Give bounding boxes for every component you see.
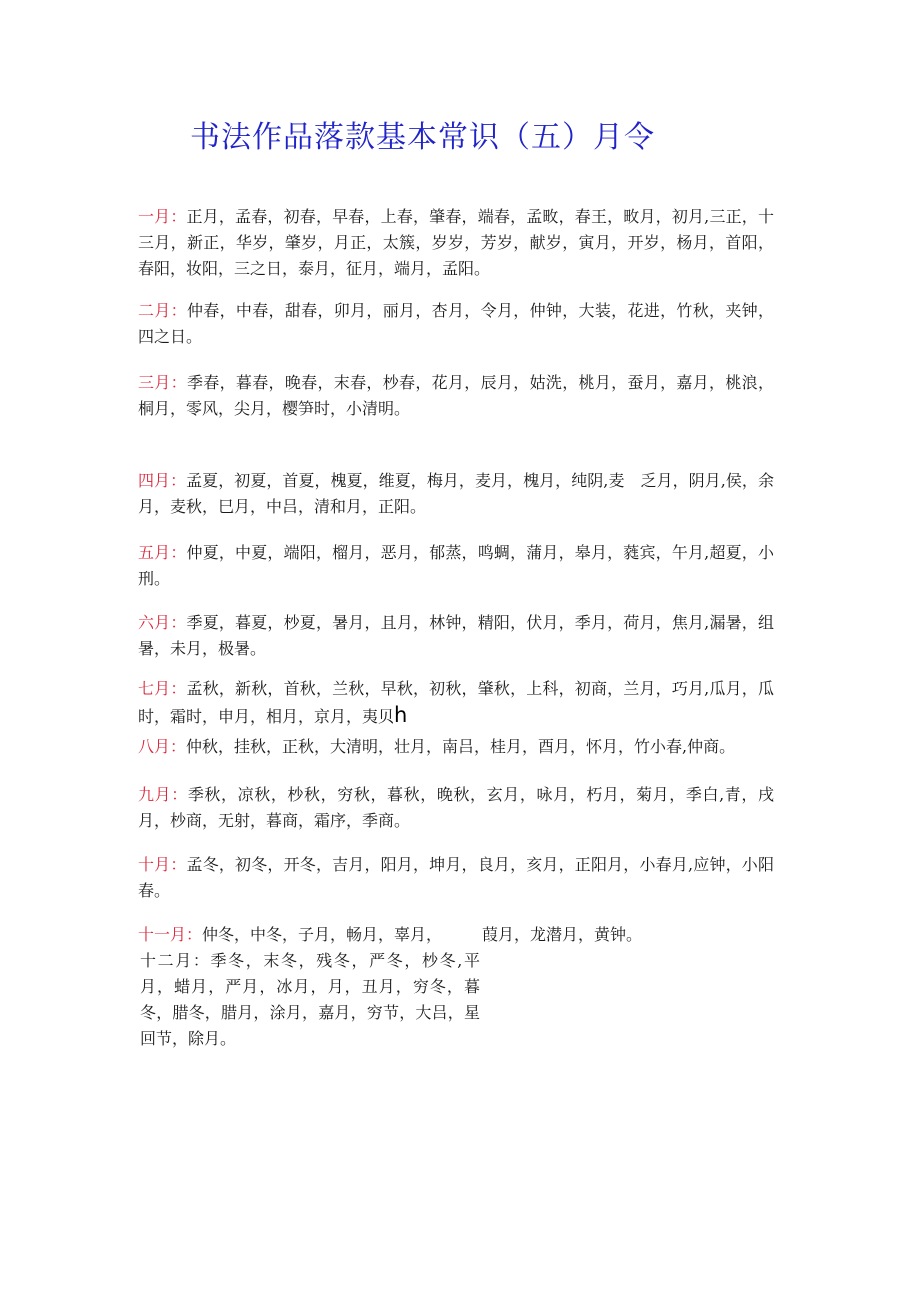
- month-label: 一月：: [138, 207, 187, 226]
- month-label: 七月：: [138, 679, 187, 698]
- month-label: 六月：: [138, 613, 187, 632]
- month-entry-4: [138, 468, 774, 520]
- month-entry-12: [140, 948, 480, 1052]
- month-names: 季冬，末冬，残冬，严冬，杪冬,平月，蜡月，严月，冰月，月，丑月，穷冬，暮冬，腊冬，腊月，涂月，嘉月，穷节，大吕，星回节，除月。: [140, 951, 480, 1048]
- month-names: 仲秋，挂秋，正秋，大清明，壮月，南吕，桂月，酉月，怀月，竹小春,仲商。: [186, 737, 736, 756]
- month-names: 季春，暮春，晚春，末春，杪春，花月，辰月，姑洗，桃月，蚕月，嘉月，桃浪，桐月，零风，尖月，樱笋时，小清明。: [138, 373, 774, 418]
- month-label: 二月：: [138, 301, 187, 320]
- month-entry-3: [138, 370, 774, 422]
- month-label: 十二月：: [140, 951, 211, 970]
- month-names: 正月，孟春，初春，早春，上春，肇春，端春，孟畋，春王，畋月，初月,三正，十三月，新正，华岁，肇岁，月正，太簇，岁岁，芳岁，献岁，寅月，开岁，杨月，首阳，春阳，妆阳，三之日，泰月，征月，端月，孟阳。: [138, 207, 774, 278]
- month-names: 孟冬，初冬，开冬，吉月，阳月，坤月，良月，亥月，正阳月，小春月,应钟，小阳春。: [138, 855, 774, 900]
- month-names: 季秋，凉秋，杪秋，穷秋，暮秋，晚秋，玄月，咏月，朽月，菊月，季白,青，戌月，杪商，无射，暮商，霜序，季商。: [138, 785, 774, 830]
- month-entry-7: [138, 676, 774, 730]
- page-title: 书法作品落款基本常识（五）月令: [190, 120, 655, 155]
- month-entry-10: [138, 852, 774, 904]
- month-entry-5: [138, 540, 774, 592]
- month-entry-6: [138, 610, 774, 662]
- month-names: 季夏，暮夏，杪夏，暑月，且月，林钟，精阳，伏月，季月，荷月，焦月,漏暑，组暑，未月，极暑。: [138, 613, 774, 658]
- month-names: 仲夏，中夏，端阳，榴月，恶月，郁蒸，鸣蜩，蒲月，皋月，蕤宾，午月,超夏，小刑。: [138, 543, 774, 588]
- month-label: 九月：: [138, 785, 188, 804]
- month-label: 十月：: [138, 855, 187, 874]
- month-entry-1: [138, 204, 774, 282]
- month-label: 四月：: [138, 471, 187, 490]
- month-names: 仲春，中春，甜春，卯月，丽月，杏月，令月，仲钟，大装，花进，竹秋，夹钟，四之日。: [138, 301, 774, 346]
- month-label: 三月：: [138, 373, 187, 392]
- month-entry-9: [138, 782, 774, 834]
- month-label: 五月：: [138, 543, 187, 562]
- month-entry-2: [138, 298, 774, 350]
- month-label: 八月：: [138, 737, 187, 756]
- month-entry-8: [138, 734, 774, 760]
- month-label: 十一月：: [138, 925, 203, 944]
- stray-character: h: [394, 703, 408, 727]
- month-names: 孟夏，初夏，首夏，槐夏，维夏，梅月，麦月，槐月，纯阴,麦 乏月，阴月,侯，余月，麦秋，巳月，中吕，清和月，正阳。: [138, 471, 774, 516]
- month-entry-11: [138, 922, 774, 948]
- month-names: 仲冬，中冬，子月，畅月，辜月， 葭月，龙潜月，黄钟。: [202, 925, 643, 944]
- month-names: 孟秋，新秋，首秋，兰秋，早秋，初秋，肇秋，上科，初商，兰月，巧月,瓜月，瓜时，霜时，申月，相月，京月，夷贝: [138, 679, 774, 726]
